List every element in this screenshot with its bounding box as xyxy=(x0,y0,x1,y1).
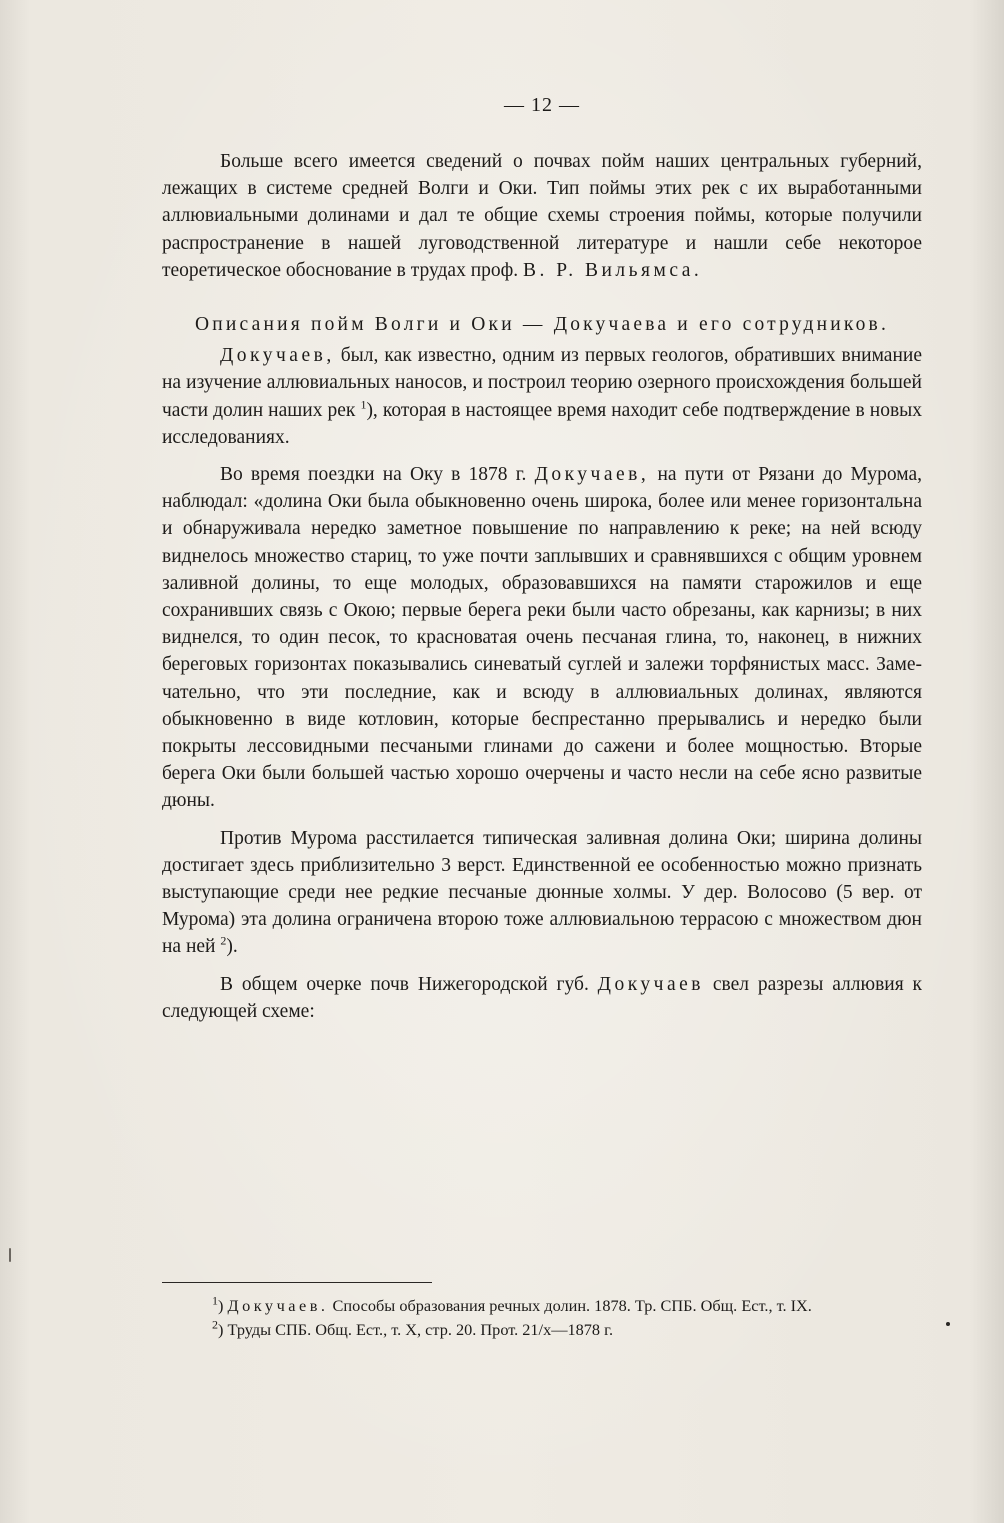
footnote-ref-2: 2 xyxy=(220,933,227,948)
footnote-divider xyxy=(162,1282,432,1283)
footnote-ref-1: 1 xyxy=(360,397,367,412)
paper-speck xyxy=(946,1322,950,1326)
paragraph-murom-text: Против Мурома расстилается типическая заливная долина Оки; ширина долины достигает здесь приблизительно 3 верст. Единственной ее особенностью можно признать выступающие среди нее редкие песчаные дюнные холмы. У дер. Волосово (5 вер. от Мурома) эта долина ограничена второю тоже аллювиальною террасою с множеством дюн на ней xyxy=(162,827,922,958)
footnote-2-text: Труды СПБ. Общ. Ест., т. X, стр. 20. Прот. 21/x—1878 г. xyxy=(223,1320,614,1339)
paragraph-murom xyxy=(162,825,922,961)
paragraph-intro xyxy=(162,148,922,284)
footnotes xyxy=(162,1294,922,1342)
paragraph-oka-trip-text: на пути от Рязани до Мурома, наблюдал: «долина Оки была обыкновенно очень широка, более или менее горизонтальна и обнаруживала нередко заметное повышение по направлению к реке; на ней всюду виднелось множество стариц, то уже почти заплывших и сравнявшихся с общим уровнем заливной долины, то еще молодых, образовавшихся на памяти старожилов и еще сохранивших связь с Окою; первые берега реки были часто обрезаны, как карнизы; в них виднелся, то один песок, то красноватая очень песчаная глина, то, наконец, в нижних береговых горизонтах показывались синеватый суглей и залежи торфянистых масс. Замечательно, что эти последние, как и всюду в аллювиальных долинах, являются обыкновенно в виде котловин, которые беспрестанно прерывались и нередко были покрыты лессовидными песчаными глинами до сажени и более мощностью. Вторые берега Оки были большей частью хорошо очерчены и часто несли на себе ясно развитые дюны. xyxy=(162,464,922,812)
footnote-1-text: Способы образования речных долин. 1878. Тр. СПБ. Общ. Ест., т. IX. xyxy=(328,1296,812,1315)
footnote-1-author: Докучаев. xyxy=(227,1296,329,1315)
paragraph-intro-text: Больше всего имеется сведений о почвах пойм наших центральных губерний, лежащих в системе средней Волги и Оки. Тип поймы этих рек с их выработанными аллювиальными долинами и дал те общие схемы строения поймы, которые получили распространение в нашей луговодственной литературе и нашли себе некоторое теоретическое обоснование в трудах проф. xyxy=(162,151,922,281)
author-name-dokuchaev: Докучаев, xyxy=(220,345,335,367)
author-name-dokuchaev: Докучаев xyxy=(597,973,704,995)
footnote-2-mark: 2 xyxy=(212,1317,218,1332)
footnote-1: $^1$) Докучаев. Способы образования речных долин. 1878. Тр. СПБ. Общ. Ест., т. IX. xyxy=(212,1293,812,1315)
author-name-dokuchaev: Докучаев, xyxy=(534,464,650,486)
paragraph-dokuchaev-theory-text: был, как известно, одним из первых геологов, обративших внимание на изучение аллювиальных наносов, и построил теорию озерного происхождения большей части долин наших рек xyxy=(162,345,922,421)
footnote-1-mark: 1 xyxy=(212,1293,218,1308)
paragraph-oka-trip xyxy=(162,461,922,815)
section-heading: Описания пойм Волги и Оки — Докучаева и его сотрудников. xyxy=(194,314,890,336)
paragraph-murom-tail: ). xyxy=(226,936,238,958)
paragraph-dokuchaev-theory xyxy=(162,342,922,451)
paragraph-nizhny-scheme-text: свел разрезы аллювия к следующей схеме: xyxy=(162,973,923,1022)
footnote-2: $^2$) Труды СПБ. Общ. Ест., т. X, стр. 20. Прот. 21/x—1878 г. xyxy=(212,1317,614,1339)
main-text xyxy=(162,148,922,1025)
paper-speck xyxy=(9,1248,11,1262)
paragraph-nizhny-scheme-lead: В общем очерке почв Нижегородской губ. xyxy=(220,973,598,995)
paragraph-dokuchaev-theory-tail: ), которая в настоящее время находит себе подтверждение в новых исследованиях. xyxy=(162,399,922,448)
paragraph-nizhny-scheme xyxy=(162,971,922,1025)
paragraph-oka-trip-lead: Во время поездки на Оку в 1878 г. xyxy=(220,464,535,486)
author-name-williams: В. Р. Вильямса. xyxy=(523,259,703,281)
page-number: — 12 — xyxy=(504,94,580,116)
